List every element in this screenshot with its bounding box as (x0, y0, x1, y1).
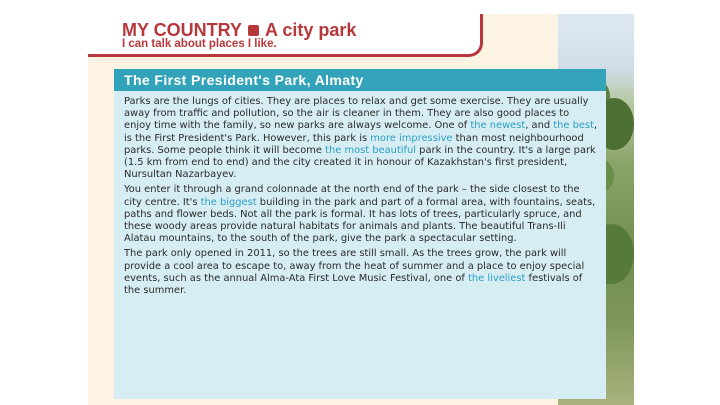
textbook-page (88, 14, 634, 405)
highlighted-superlative: the best (553, 120, 594, 132)
paragraph-text: , is the First President's Park. However, this park is (124, 120, 598, 144)
reading-title: The First President's Park, Almaty (114, 69, 606, 91)
highlighted-superlative: the most beautiful (325, 144, 417, 156)
reading-paragraph (124, 248, 598, 297)
square-bullet-icon (248, 25, 259, 36)
lesson-topic: A city park (265, 20, 357, 40)
paragraph-text: park in the country. It's a large park (1.5 km from end to end) and the city created it in honour of Kazakhstan's first president, Nursultan Nazarbayev. (124, 144, 596, 181)
highlighted-superlative: more impressive (370, 132, 453, 144)
reading-body (114, 91, 606, 297)
reading-paragraph (124, 96, 598, 181)
unit-title: MY COUNTRY (122, 20, 243, 40)
paragraph-text: building in the park and part of a formal area, with fountains, seats, paths and flower beds. Not all the park is formal. It has lots of trees, particularly spruce, and these woody areas provide natural habitats for animals and plants. The beautiful Trans-Ili Alatau mountains, to the south of the park, give the park a spectacular setting. (124, 196, 596, 245)
reading-panel (114, 69, 606, 399)
paragraph-text: Parks are the lungs of cities. They are places to relax and get some exercise. They are usually away from traffic and pollution, so the air is cleaner in them. They are also good places to enjoy time with the family, so new parks are always welcome. One of (124, 96, 589, 132)
paragraph-text: The park only opened in 2011, so the trees are still small. As the trees grow, the park will provide a cool area to escape to, away from the heat of summer and a place to enjoy special events, such as the annual Alma-Ata First Love Music Festival, one of (124, 248, 585, 284)
highlighted-superlative: the liveliest (468, 272, 526, 284)
paragraph-text: than most neighbourhood parks. Some people think it will become (124, 132, 584, 156)
paragraph-text: You enter it through a grand colonnade at the north end of the park – the side closest to the city centre. It's (124, 184, 580, 208)
highlighted-superlative: the biggest (200, 196, 257, 208)
lesson-header (88, 14, 483, 57)
lesson-objective: I can talk about places I like. (122, 38, 277, 50)
paragraph-text: , and (525, 120, 554, 132)
highlighted-superlative: the newest (470, 120, 526, 132)
reading-paragraph (124, 184, 598, 245)
paragraph-text: festivals of the summer. (124, 272, 583, 297)
